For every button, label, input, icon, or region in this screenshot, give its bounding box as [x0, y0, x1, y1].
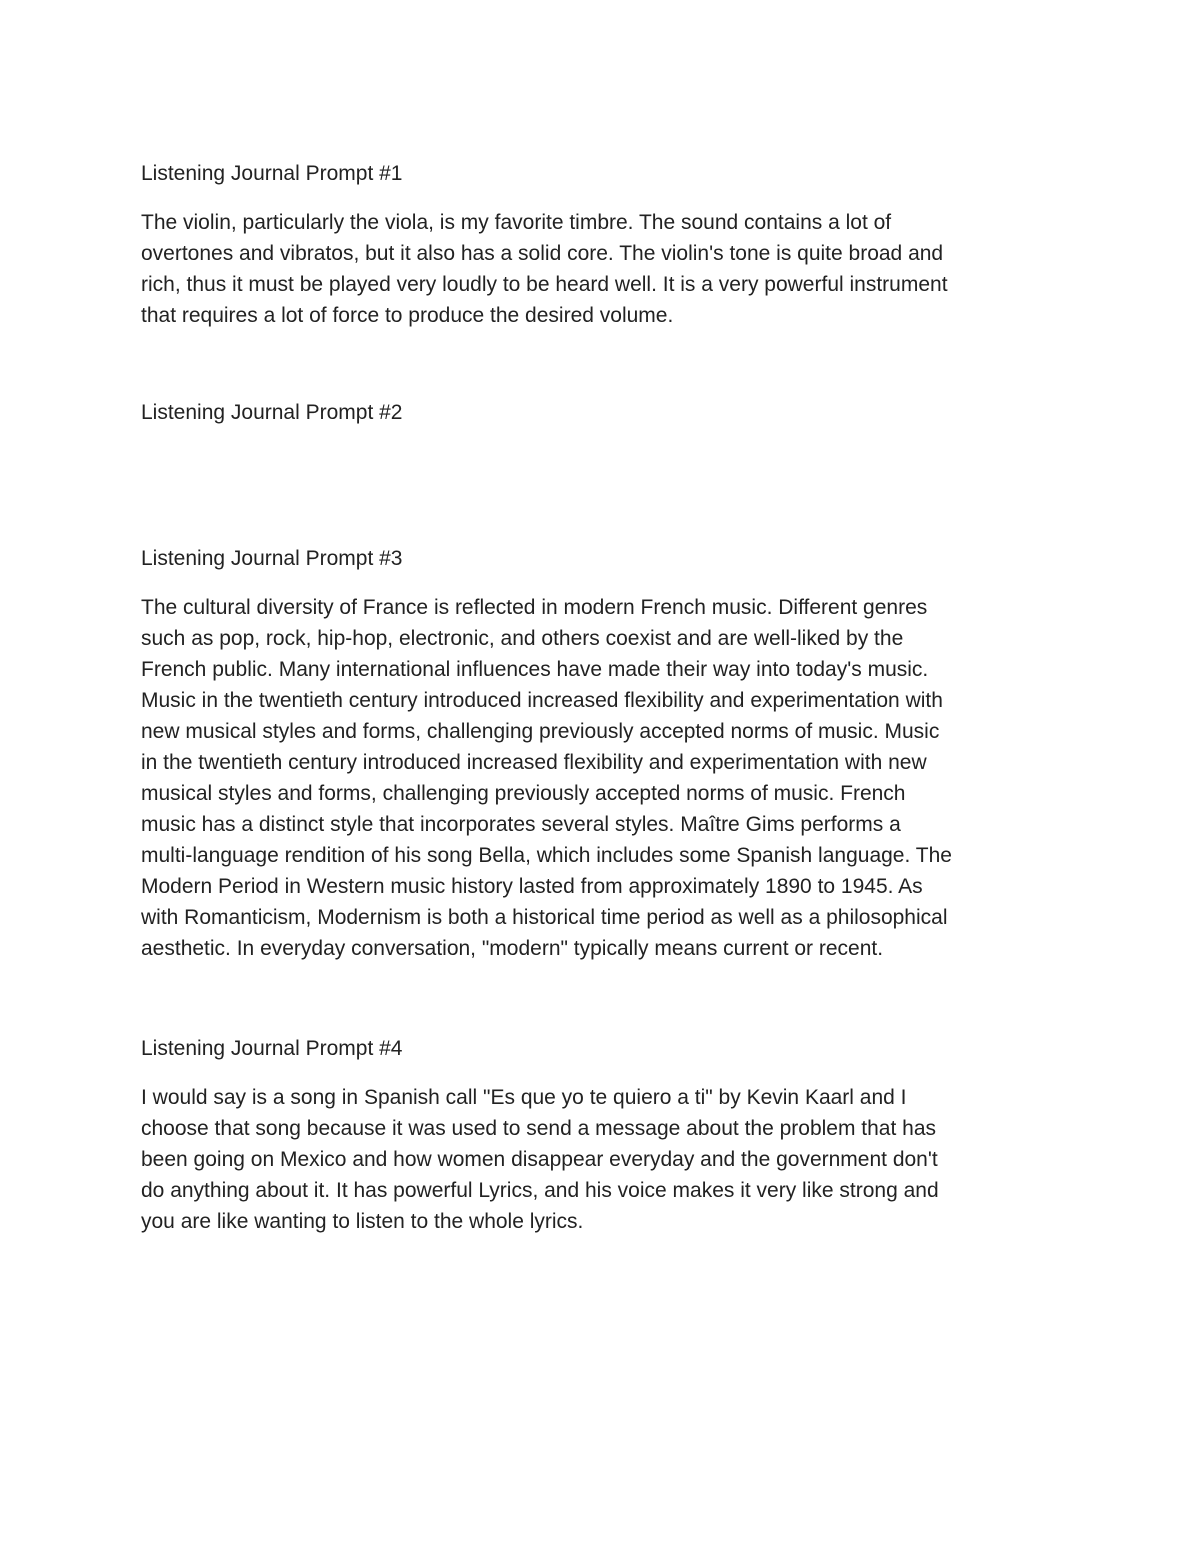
- prompt-section-4: [141, 1033, 1061, 1237]
- text-line: been going on Mexico and how women disappear everyday and the government don't: [141, 1148, 938, 1171]
- text-line: you are like wanting to listen to the whole lyrics.: [141, 1210, 584, 1233]
- text-line: do anything about it. It has powerful Lyrics, and his voice makes it very like strong and: [141, 1179, 939, 1202]
- text-line: that requires a lot of force to produce the desired volume.: [141, 304, 674, 327]
- text-line: new musical styles and forms, challenging previously accepted norms of music. Music: [141, 720, 940, 743]
- text-line: The violin, particularly the viola, is my favorite timbre. The sound contains a lot of: [141, 211, 892, 234]
- text-line: Music in the twentieth century introduced increased flexibility and experimentation with: [141, 689, 943, 712]
- text-line: multi-language rendition of his song Bella, which includes some Spanish language. The: [141, 844, 952, 867]
- text-line: overtones and vibratos, but it also has a solid core. The violin's tone is quite broad and: [141, 242, 944, 265]
- text-line: such as pop, rock, hip-hop, electronic, and others coexist and are well-liked by the: [141, 627, 904, 650]
- prompt-heading: Listening Journal Prompt #2: [141, 401, 403, 424]
- prompt-heading: Listening Journal Prompt #3: [141, 547, 403, 570]
- prompt-response: [141, 207, 1061, 331]
- text-line: musical styles and forms, challenging previously accepted norms of music. French: [141, 782, 906, 805]
- text-line: rich, thus it must be played very loudly to be heard well. It is a very powerful instrument: [141, 273, 948, 296]
- text-line: French public. Many international influences have made their way into today's music.: [141, 658, 929, 681]
- text-line: with Romanticism, Modernism is both a historical time period as well as a philosophical: [141, 906, 948, 929]
- prompt-heading: Listening Journal Prompt #4: [141, 1037, 403, 1060]
- text-line: Modern Period in Western music history lasted from approximately 1890 to 1945. As: [141, 875, 923, 898]
- prompt-section-2: [141, 397, 1061, 428]
- prompt-section-1: [141, 158, 1061, 331]
- prompt-section-3: [141, 543, 1061, 964]
- prompt-heading: Listening Journal Prompt #1: [141, 162, 403, 185]
- text-line: aesthetic. In everyday conversation, "modern" typically means current or recent.: [141, 937, 884, 960]
- text-line: in the twentieth century introduced increased flexibility and experimentation with new: [141, 751, 927, 774]
- text-line: music has a distinct style that incorporates several styles. Maître Gims performs a: [141, 813, 901, 836]
- prompt-response: [141, 592, 1061, 964]
- prompt-response: [141, 1082, 1061, 1237]
- text-line: choose that song because it was used to send a message about the problem that has: [141, 1117, 937, 1140]
- text-line: I would say is a song in Spanish call "Es que yo te quiero a ti" by Kevin Kaarl and I: [141, 1086, 907, 1109]
- text-line: The cultural diversity of France is reflected in modern French music. Different genres: [141, 596, 928, 619]
